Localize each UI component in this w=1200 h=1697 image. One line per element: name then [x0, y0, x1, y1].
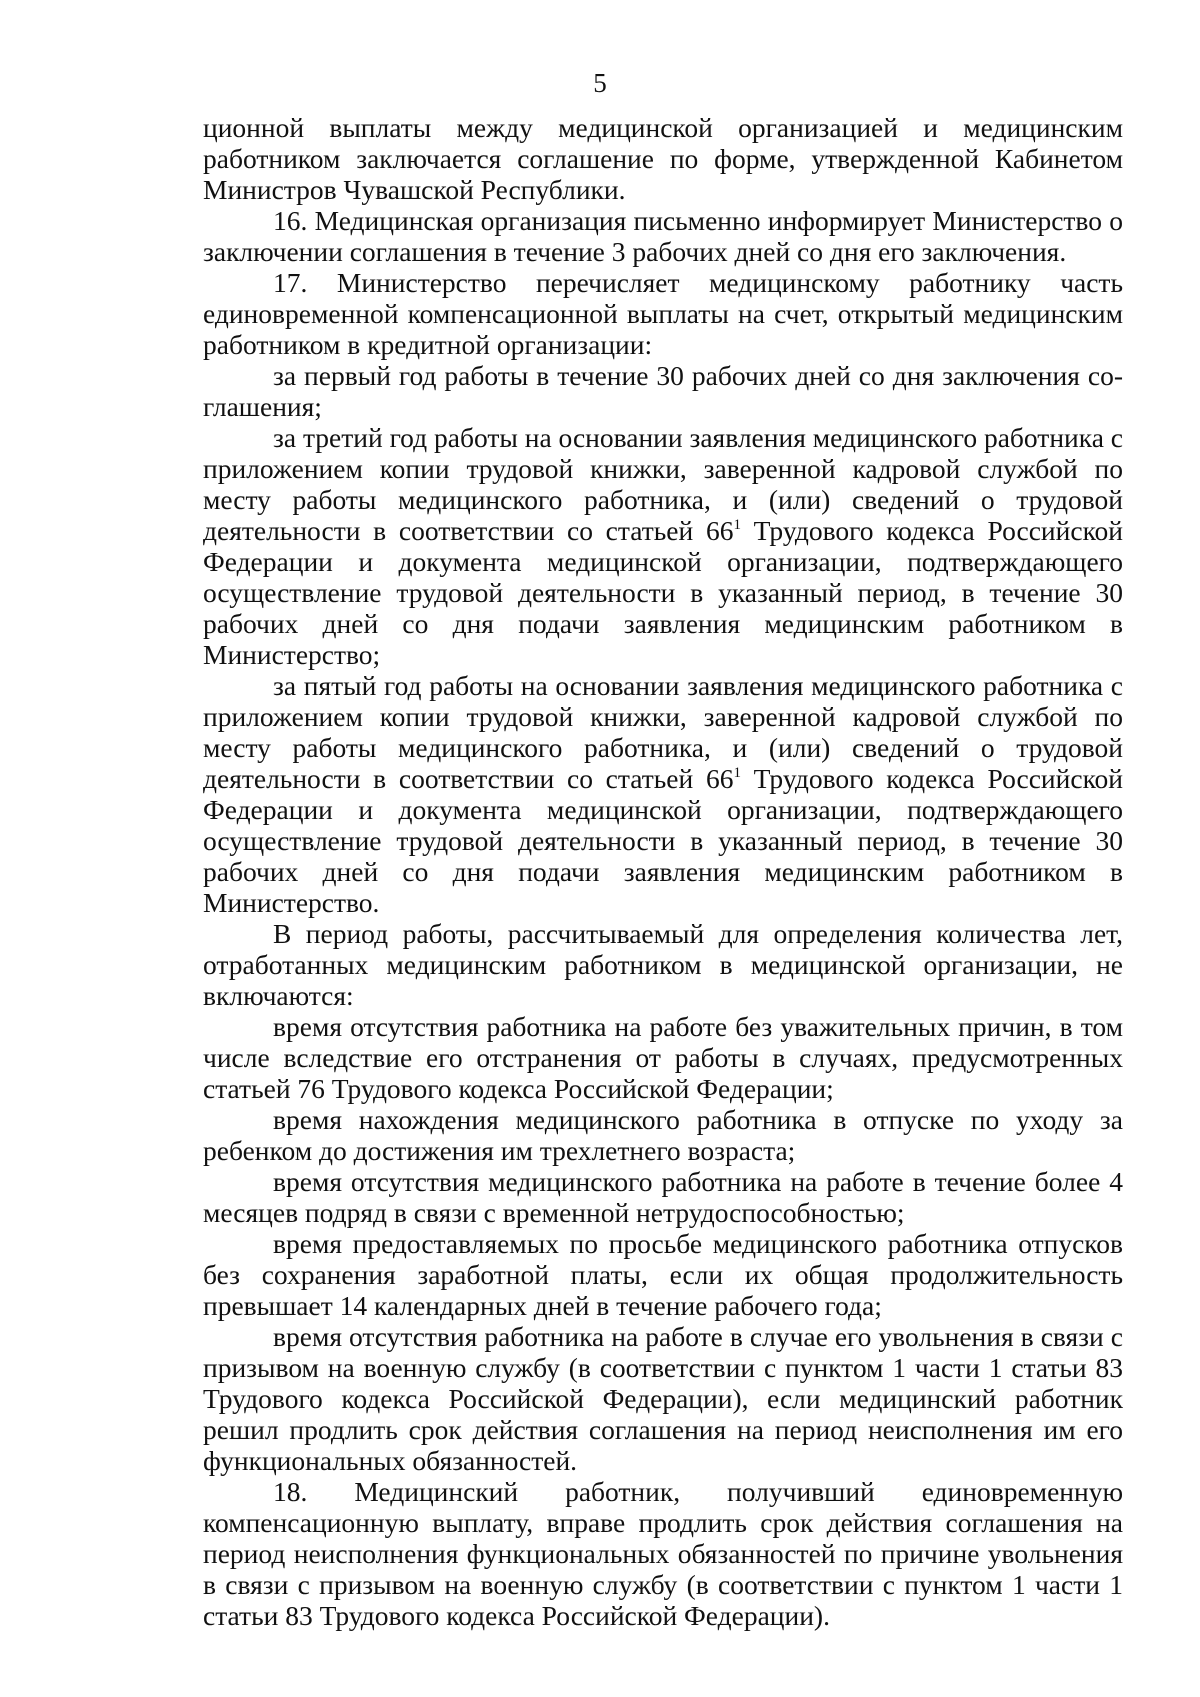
paragraph-text: ционной выплаты между медицинской организацией и медицинским работником заключается соглашение по форме, утвержденной Кабинетом Министров Чувашской Республики. — [203, 112, 1123, 205]
paragraph — [203, 1228, 1123, 1321]
paragraph — [203, 112, 1123, 205]
paragraph-text: время отсутствия медицинского работника на работе в течение более 4 месяцев подряд в связи с временной нетрудоспособностью; — [203, 1166, 1123, 1228]
paragraph-text: за пятый год работы на основании заявления медицинского работника с приложением копии трудовой книжки, заверенной кадровой службой по месту работы медицинского работника, и (или) сведений о трудовой деятельности в соответствии со статьей 66 — [203, 670, 1123, 794]
paragraph — [203, 1476, 1123, 1631]
paragraph-text: 18. Медицинский работник, получивший единовременную компенсационную выплату, вправе продлить срок действия соглашения на период неисполнения функциональных обязанностей по причине увольнения в связи с призывом на военную службу (в соответствии с пунктом 1 части 1 статьи 83 Трудового кодекса Российской Федерации). — [203, 1476, 1123, 1631]
paragraph-text: Трудового кодекса Российской Федерации и документа медицинской организации, подтверждающего осуществление трудовой деятельности в указанный период, в течение 30 рабочих дней со дня подачи заявления медицинским работником в Министерство. — [203, 763, 1124, 918]
paragraph-text: время нахождения медицинского работника в отпуске по уходу за ребенком до достижения им трехлетнего возраста; — [203, 1104, 1123, 1166]
paragraph-text: В период работы, рассчитываемый для определения количества лет, отработанных медицинским работником в медицинской организации, не включаются: — [203, 918, 1123, 1011]
paragraph-text: время отсутствия работника на работе в случае его увольнения в связи с призывом на военную службу (в соответствии с пунктом 1 части 1 статьи 83 Трудового кодекса Российской Федерации), если медицинский работник решил продлить срок действия соглашения на период неисполнения им его функциональных обязанностей. — [203, 1321, 1123, 1476]
paragraph — [203, 1166, 1123, 1228]
paragraph — [203, 1104, 1123, 1166]
paragraph — [203, 1011, 1123, 1104]
paragraph-text: время предоставляемых по просьбе медицинского работника отпусков без сохранения заработной платы, если их общая продолжительность превышает 14 календарных дней в течение рабочего года; — [203, 1228, 1123, 1321]
paragraph-text: время отсутствия работника на работе без уважительных причин, в том числе вследствие его отстранения от работы в случаях, предусмотренных статьей 76 Трудового кодекса Российской Федерации; — [203, 1011, 1123, 1104]
paragraph — [203, 422, 1123, 670]
document-body — [203, 112, 1123, 1631]
paragraph — [203, 267, 1123, 360]
paragraph-text: за первый год работы в течение 30 рабочих дней со дня заключения соглашения; — [203, 360, 1123, 422]
paragraph — [203, 918, 1123, 1011]
paragraph-text: Трудового кодекса Российской Федерации и документа медицинской организации, подтверждающего осуществление трудовой деятельности в указанный период, в течение 30 рабочих дней со дня подачи заявления медицинским работником в Министерство; — [203, 515, 1124, 670]
superscript: 1 — [733, 517, 741, 533]
paragraph — [203, 1321, 1123, 1476]
superscript: 1 — [733, 765, 741, 781]
paragraph — [203, 670, 1123, 918]
paragraph-text: 16. Медицинская организация письменно информирует Министерство о заключении соглашения в течение 3 рабочих дней со дня его заключения. — [203, 205, 1123, 267]
paragraph — [203, 360, 1123, 422]
paragraph-text: 17. Министерство перечисляет медицинскому работнику часть единовременной компенсационной выплаты на счет, открытый медицинским работником в кредитной организации: — [203, 267, 1123, 360]
paragraph — [203, 205, 1123, 267]
paragraph-text: за третий год работы на основании заявления медицинского работника с приложением копии трудовой книжки, заверенной кадровой службой по месту работы медицинского работника, и (или) сведений о трудовой деятельности в соответствии со статьей 66 — [203, 422, 1123, 546]
page-number: 5 — [593, 68, 607, 98]
